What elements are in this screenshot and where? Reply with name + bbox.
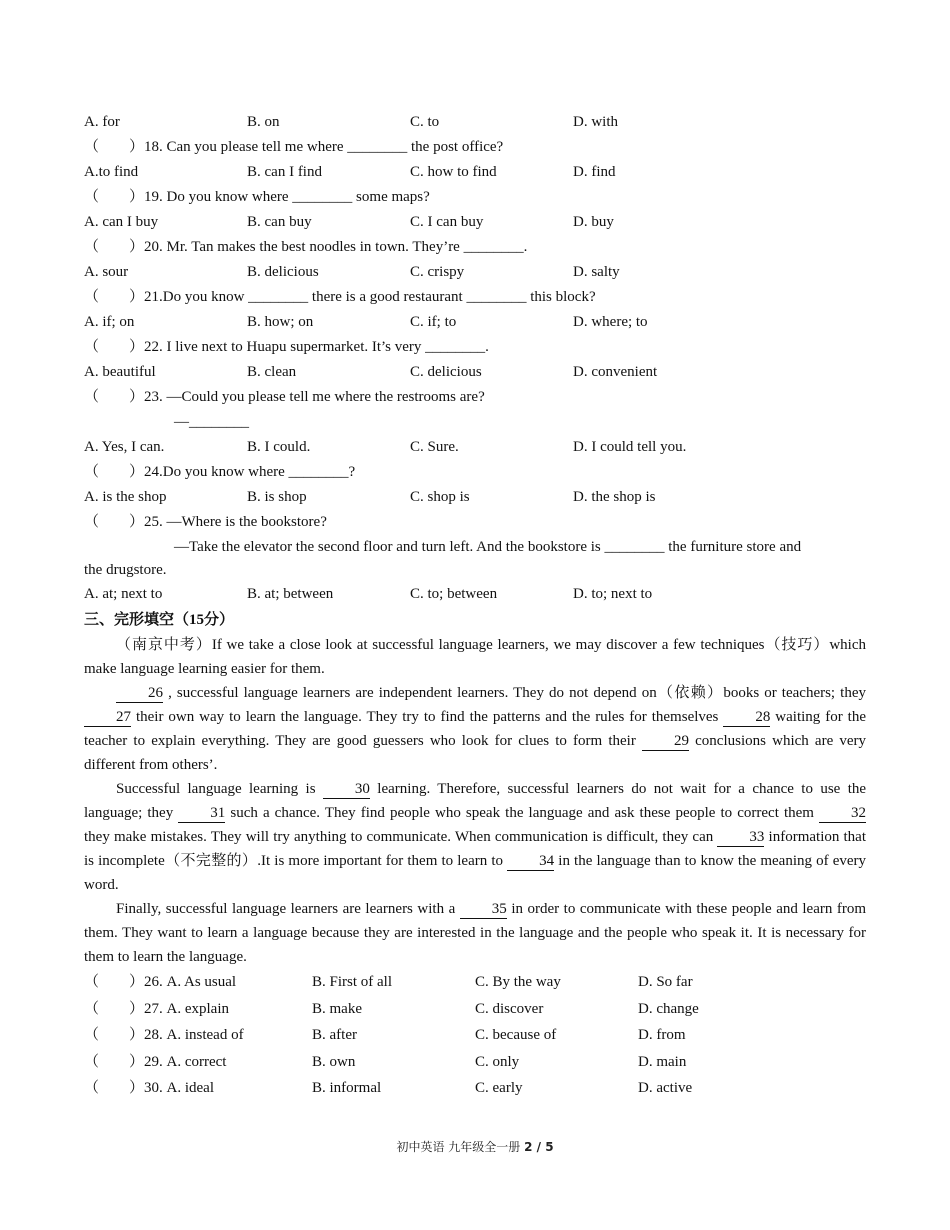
option-b: B. First of all bbox=[312, 974, 393, 990]
passage-text: conclusions which are very different from others’. bbox=[84, 733, 867, 773]
cloze-choice-row bbox=[84, 1075, 866, 1102]
option-a: A.to find bbox=[84, 164, 139, 180]
option-d: D. to; next to bbox=[573, 586, 653, 602]
passage-text: waiting for the teacher to explain everything. They are good guessers who look for clues to form their bbox=[84, 709, 867, 749]
blank-27: 27 bbox=[84, 708, 131, 727]
options-row bbox=[84, 210, 866, 235]
question-stem: （ ）23. —Could you please tell me where the restrooms are? bbox=[84, 389, 485, 405]
footer-title: 初中英语 九年级全一册 bbox=[396, 1140, 521, 1154]
passage-text: their own way to learn the language. They try to find the patterns and the rules for themselves bbox=[135, 709, 719, 725]
cloze-choice-row bbox=[84, 996, 866, 1023]
passage-text: Finally, successful language learners are learners with a bbox=[116, 901, 456, 917]
passage-text: information that is incomplete（不完整的）.It is more important for them to learn to bbox=[84, 829, 867, 869]
option-a: A. can I buy bbox=[84, 214, 159, 230]
blank-30: 30 bbox=[323, 780, 370, 799]
option-c: C. delicious bbox=[410, 364, 482, 380]
option-d: D. where; to bbox=[573, 314, 648, 330]
page-number: 2 / 5 bbox=[524, 1140, 554, 1154]
choice-question: （ ）27. A. explain bbox=[84, 1000, 229, 1017]
passage-text: Successful language learning is bbox=[116, 781, 316, 797]
choice-question: （ ）28. A. instead of bbox=[84, 1027, 244, 1043]
option-a: A. Yes, I can. bbox=[84, 439, 165, 455]
cloze-choice-row bbox=[84, 1022, 866, 1049]
options-row bbox=[84, 435, 866, 460]
question-reply: —________ bbox=[174, 414, 249, 430]
question-stem: （ ）21.Do you know ________ there is a good restaurant ________ this block? bbox=[84, 289, 596, 305]
choice-question: （ ）29. A. correct bbox=[84, 1053, 227, 1070]
question-stem: （ ）18. Can you please tell me where ________ the post office? bbox=[84, 139, 504, 155]
option-b: B. at; between bbox=[247, 586, 334, 602]
option-c: C. Sure. bbox=[410, 439, 459, 455]
option-b: B. I could. bbox=[247, 439, 311, 455]
question-stem: （ ）25. —Where is the bookstore? bbox=[84, 514, 327, 530]
passage-paragraph-1: （南京中考）If we take a close look at successful language learners, we may discover a few techniques（技巧）which make language learning easier for them. bbox=[84, 637, 866, 677]
options-row bbox=[84, 260, 866, 285]
option-a: A. beautiful bbox=[84, 364, 156, 380]
question-stem: （ ）24.Do you know where ________? bbox=[84, 464, 356, 480]
blank-26: 26 bbox=[116, 684, 163, 703]
option-b: B. after bbox=[312, 1027, 357, 1043]
option-d: D. I could tell you. bbox=[573, 439, 687, 455]
option-c: C. shop is bbox=[410, 489, 470, 505]
options-row bbox=[84, 110, 866, 135]
option-d: D. the shop is bbox=[573, 489, 656, 505]
option-c: C. how to find bbox=[410, 164, 497, 180]
blank-28: 28 bbox=[723, 708, 770, 727]
option-d: D. So far bbox=[638, 974, 693, 990]
passage-paragraph-2 bbox=[84, 681, 866, 777]
section-title: 三、完形填空（15分） bbox=[84, 612, 235, 628]
blank-32: 32 bbox=[819, 804, 866, 823]
options-row bbox=[84, 160, 866, 185]
option-a: A. is the shop bbox=[84, 489, 167, 505]
choice-question: （ ）26. A. As usual bbox=[84, 974, 237, 990]
option-b: B. how; on bbox=[247, 314, 314, 330]
option-b: B. make bbox=[312, 1000, 362, 1017]
page-footer bbox=[0, 1138, 950, 1155]
blank-31: 31 bbox=[178, 804, 225, 823]
passage-text: in order to communicate with these people and learn from them. They want to learn a language because they are interested in the language and the people who speak it. It is necessary for them to learn the language. bbox=[84, 901, 867, 965]
option-d: D. find bbox=[573, 164, 616, 180]
option-d: D. active bbox=[638, 1080, 693, 1096]
option-a: A. at; next to bbox=[84, 586, 163, 602]
question-stem: （ ）19. Do you know where ________ some maps? bbox=[84, 189, 430, 205]
option-c: C. to bbox=[410, 114, 440, 130]
option-c: C. crispy bbox=[410, 264, 465, 280]
option-d: D. main bbox=[638, 1053, 687, 1070]
option-d: D. with bbox=[573, 114, 618, 130]
option-b: B. delicious bbox=[247, 264, 319, 280]
option-c: C. only bbox=[475, 1053, 520, 1070]
question-stem: （ ）20. Mr. Tan makes the best noodles in town. They’re ________. bbox=[84, 239, 528, 255]
option-b: B. on bbox=[247, 114, 280, 130]
passage-paragraph-4 bbox=[84, 897, 866, 969]
passage-text: such a chance. They find people who speak the language and ask these people to correct them bbox=[230, 805, 814, 821]
passage-text: they make mistakes. They will try anything to communicate. When communication is difficult, they can bbox=[84, 829, 714, 845]
option-b: B. clean bbox=[247, 364, 297, 380]
options-row bbox=[84, 360, 866, 385]
blank-29: 29 bbox=[642, 732, 689, 751]
blank-35: 35 bbox=[460, 900, 507, 919]
question-stem: （ ）22. I live next to Huapu supermarket. It’s very ________. bbox=[84, 339, 489, 355]
question-reply-cont: the drugstore. bbox=[84, 562, 167, 578]
option-c: C. I can buy bbox=[410, 214, 484, 230]
option-c: C. because of bbox=[475, 1027, 557, 1043]
option-c: C. to; between bbox=[410, 586, 498, 602]
cloze-choice-row bbox=[84, 1049, 866, 1076]
choice-question: （ ）30. A. ideal bbox=[84, 1080, 214, 1096]
option-c: C. early bbox=[475, 1080, 523, 1096]
passage-paragraph-3 bbox=[84, 777, 866, 897]
options-row bbox=[84, 310, 866, 335]
option-b: B. informal bbox=[312, 1080, 382, 1096]
option-c: C. discover bbox=[475, 1000, 544, 1017]
option-a: A. sour bbox=[84, 264, 129, 280]
passage-text: , successful language learners are independent learners. They do not depend on（依赖）books or teachers; they bbox=[168, 685, 866, 701]
option-b: B. can I find bbox=[247, 164, 322, 180]
option-d: D. from bbox=[638, 1027, 686, 1043]
option-d: D. change bbox=[638, 1000, 699, 1017]
option-b: B. is shop bbox=[247, 489, 307, 505]
passage-text: in the language than to know the meaning of every word. bbox=[84, 853, 867, 893]
passage-text: learning. Therefore, successful learners do not wait for a chance to use the language; they bbox=[84, 781, 867, 821]
exam-page bbox=[84, 110, 866, 1102]
option-a: A. if; on bbox=[84, 314, 135, 330]
blank-34: 34 bbox=[507, 852, 554, 871]
question-reply: —Take the elevator the second floor and turn left. And the bookstore is ________ the furniture store and bbox=[174, 539, 802, 555]
options-row bbox=[84, 485, 866, 510]
option-c: C. By the way bbox=[475, 974, 561, 990]
option-d: D. convenient bbox=[573, 364, 658, 380]
option-d: D. buy bbox=[573, 214, 614, 230]
cloze-choice-row bbox=[84, 969, 866, 996]
option-b: B. can buy bbox=[247, 214, 312, 230]
options-row bbox=[84, 582, 866, 607]
option-b: B. own bbox=[312, 1053, 356, 1070]
option-c: C. if; to bbox=[410, 314, 457, 330]
option-d: D. salty bbox=[573, 264, 620, 280]
option-a: A. for bbox=[84, 114, 120, 130]
blank-33: 33 bbox=[717, 828, 764, 847]
